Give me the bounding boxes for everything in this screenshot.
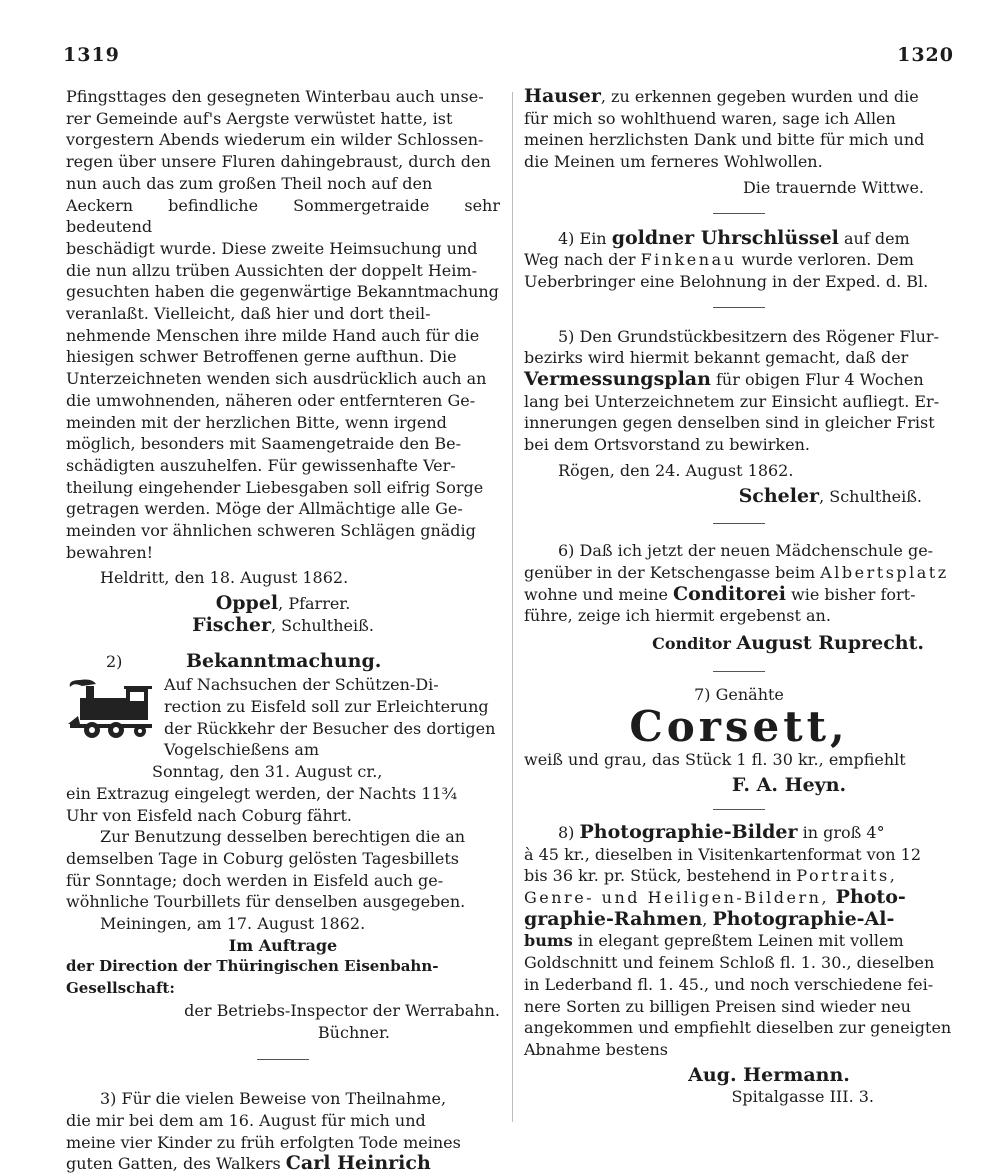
- notice-2-inspector: der Betriebs-Inspector der Werrabahn.: [184, 1000, 500, 1020]
- notice-1-body: [66, 86, 500, 563]
- separator-rule: [713, 213, 765, 214]
- text-line: meinden mit der herzlichen Bitte, wenn irgend: [66, 412, 447, 432]
- notice-2-intro: [66, 674, 500, 761]
- text-line: beschädigt wurde. Diese zweite Heimsuchung und: [66, 238, 478, 258]
- text-line: à 45 kr., dieselben in Visitenkartenformat von 12: [524, 844, 922, 864]
- signature-name: Scheler: [738, 484, 820, 507]
- locomotive-icon: [66, 678, 154, 740]
- notice-2-auftrag: Im Auftrage: [228, 935, 338, 955]
- text-line: nehmende Menschen ihre milde Hand auch für die: [66, 325, 480, 345]
- notice-2-direction: der Direction der Thüringischen Eisenbahn-Gesellschaft:: [66, 957, 439, 998]
- notice-8-address: Spitalgasse III. 3.: [731, 1087, 874, 1107]
- column-divider: [512, 92, 513, 1122]
- page-number-right: 1320: [897, 44, 954, 66]
- notice-number: 2): [106, 651, 123, 671]
- text-line: Hauser, zu erkennen gegeben wurden und die: [524, 85, 919, 107]
- text-line: Pfingsttages den gesegneten Winterbau auch unse-: [66, 87, 484, 106]
- text-line: für mich so wohlthuend waren, sage ich Allen: [524, 108, 896, 128]
- text-line: Aeckern befindliche Sommergetraide sehr bedeutend: [66, 195, 500, 237]
- place-name: Finkenau: [640, 250, 737, 270]
- text-line: für Sonntage; doch werden in Eisfeld auch ge-: [66, 870, 444, 890]
- text-line: führe, zeige ich hiermit ergebenst an.: [524, 606, 831, 626]
- text-line: der Rückkehr der Besucher des dortigen: [164, 718, 496, 738]
- text-line: die umwohnenden, näheren oder entfernteren Ge-: [66, 390, 476, 410]
- notice-5-signature: Scheler, Schultheiß.: [738, 484, 922, 507]
- notice-2-billets: [66, 826, 500, 913]
- text-line: rection zu Eisfeld soll zur Erleichterung: [164, 696, 489, 716]
- notice-1-signature-mayor: [66, 615, 500, 637]
- text-line: 4) Ein goldner Uhrschlüssel auf dem: [558, 226, 910, 249]
- signature-name: August Ruprecht.: [736, 632, 924, 655]
- text-line: guten Gatten, des Walkers Carl Heinrich: [66, 1152, 431, 1175]
- notice-7-signature: F. A. Heyn.: [731, 774, 847, 797]
- text-line: theilung eingehender Liebesgaben soll eifrig Sorge: [66, 477, 484, 497]
- text-line: wohne und meine Conditorei wie bisher fort-: [524, 582, 916, 605]
- separator-rule: [713, 809, 765, 810]
- text-line: genüber in der Ketschengasse beim Albertsplatz: [524, 562, 949, 582]
- text-line: bezirks wird hiermit bekannt gemacht, daß der: [524, 348, 909, 368]
- notice-8-signature: Aug. Hermann.: [688, 1063, 850, 1086]
- survey-plan: Vermessungsplan: [524, 368, 711, 391]
- signature-title: , Pfarrer.: [278, 594, 351, 614]
- left-column: [66, 86, 500, 1175]
- page-number-left: 1319: [63, 44, 120, 66]
- text-line: veranlaßt. Vielleicht, daß hier und dort theil-: [66, 304, 431, 324]
- text-line: 6) Daß ich jetzt der neuen Mädchenschule ge-: [558, 541, 934, 561]
- text-line: regen über unsere Fluren dahingebraust, durch den: [66, 152, 491, 172]
- text-line: hiesigen schwer Betroffenen gerne aufthun. Die: [66, 347, 457, 367]
- text-line: Goldschnitt und feinem Schloß fl. 1. 30., dieselben: [524, 953, 935, 973]
- text-line: lang bei Unterzeichnetem zur Einsicht aufliegt. Er-: [524, 391, 940, 411]
- text-line: 5) Den Grundstückbesitzern des Rögener Flur-: [558, 326, 939, 346]
- text-line: schädigten auszuhelfen. Für gewissenhafte Ver-: [66, 455, 456, 475]
- notice-7-product: Corsett,: [629, 702, 849, 752]
- text-line: bums in elegant gepreßtem Leinen mit vollem: [524, 931, 904, 951]
- text-line: demselben Tage in Coburg gelösten Tagesbillets: [66, 848, 460, 868]
- text-line: getragen werden. Möge der Allmächtige alle Ge-: [66, 499, 463, 519]
- text-line: meine vier Kinder zu früh erfolgten Tode meines: [66, 1132, 461, 1152]
- notice-4-body: [524, 228, 954, 293]
- lost-item: goldner Uhrschlüssel: [611, 226, 839, 249]
- notice-2-date: Sonntag, den 31. August cr.,: [152, 762, 383, 782]
- signature-name: Fischer: [192, 613, 271, 636]
- text-line: Zur Benutzung desselben berechtigen die an: [100, 827, 466, 847]
- text-line: rer Gemeinde auf's Aergste verwüstet hatte, ist: [66, 108, 453, 128]
- text-line: möglich, besonders mit Saamengetraide den Be-: [66, 434, 461, 454]
- right-column: [524, 86, 954, 1108]
- notice-5-body: [524, 326, 954, 456]
- notice-6-body: [524, 540, 954, 627]
- text-line: Auf Nachsuchen der Schützen-Di-: [164, 675, 439, 695]
- text-line: die mir bei dem am 16. August für mich und: [66, 1110, 426, 1130]
- text-line: nun auch das zum großen Theil noch auf den: [66, 173, 433, 193]
- notice-3-signature: Die trauernde Wittwe.: [742, 177, 924, 197]
- text-line: Genre- und Heiligen-Bildern, Photo-: [524, 885, 906, 908]
- notice-2-place-date: Meiningen, am 17. August 1862.: [100, 914, 366, 934]
- text-line: nere Sorten zu billigen Preisen sind wieder neu: [524, 996, 911, 1016]
- text-line: Weg nach der Finkenau wurde verloren. Dem: [524, 250, 914, 270]
- text-line: graphie-Rahmen, Photographie-Al-: [524, 907, 895, 930]
- text-line: 8) Photographie-Bilder in groß 4°: [558, 820, 885, 843]
- separator-rule: [257, 1059, 309, 1060]
- text-line: bis 36 kr. pr. Stück, bestehend in Portraits,: [524, 866, 898, 886]
- text-line: Vogelschießens am: [164, 740, 320, 760]
- notice-1-signature-pastor: [66, 593, 500, 615]
- notice-2-heading-row: [106, 651, 500, 673]
- text-line: bei dem Ortsvorstand zu bewirken.: [524, 435, 810, 455]
- separator-rule: [713, 307, 765, 308]
- text-line: meinen herzlichsten Dank und bitte für mich und: [524, 130, 925, 150]
- text-line: gesuchten haben die gegenwärtige Bekanntmachung: [66, 282, 499, 302]
- text-line: bewahren!: [66, 542, 154, 562]
- text-line: meinden vor ähnlichen schweren Schlägen gnädig: [66, 521, 476, 541]
- deceased-name: Carl Heinrich: [285, 1152, 431, 1175]
- notice-2-heading: Bekanntmachung.: [186, 649, 382, 672]
- text-line: wöhnliche Tourbillets für denselben ausgegeben.: [66, 892, 466, 912]
- separator-rule: [713, 523, 765, 524]
- notice-6-signature: Conditor August Ruprecht.: [652, 632, 924, 655]
- notice-7-intro: 7) Genähte: [694, 684, 784, 704]
- text-line: in Lederband fl. 1. 45., und noch verschiedene fei-: [524, 974, 934, 994]
- signature-title: , Schultheiß.: [270, 615, 374, 635]
- notice-3-continued: [524, 86, 954, 173]
- text-line: ein Extrazug eingelegt werden, der Nachts 11¾: [66, 783, 458, 803]
- text-line: Abnahme bestens: [524, 1039, 669, 1059]
- text-line: vorgestern Abends wiederum ein wilder Schlossen-: [66, 130, 484, 150]
- notice-7-price: weiß und grau, das Stück 1 fl. 30 kr., empfiehlt: [524, 750, 906, 770]
- text-line: Unterzeichneten wenden sich ausdrücklich auch an: [66, 369, 487, 389]
- notice-2-signature: Büchner.: [317, 1022, 390, 1042]
- text-line: angekommen und empfiehlt dieselben zur geneigten: [524, 1018, 952, 1038]
- text-line: Ueberbringer eine Belohnung in der Exped. d. Bl.: [524, 271, 929, 291]
- deceased-surname: Hauser: [524, 85, 601, 107]
- signature-name: Oppel: [215, 592, 279, 615]
- text-line: Uhr von Eisfeld nach Coburg fährt.: [66, 805, 352, 825]
- text-line: die nun allzu trüben Aussichten der doppelt Heim-: [66, 260, 477, 280]
- text-line: die Meinen um ferneres Wohlwollen.: [524, 152, 823, 172]
- notice-8-body: [524, 822, 954, 1061]
- text-line: Vermessungsplan für obigen Flur 4 Wochen: [524, 368, 924, 391]
- business-name: Conditorei: [673, 582, 786, 605]
- text-line: innerungen gegen denselben sind in gleicher Frist: [524, 413, 935, 433]
- product-photographs: Photographie-Bilder: [579, 820, 798, 843]
- text-line: 3) Für die vielen Beweise von Theilnahme,: [100, 1089, 447, 1109]
- notice-3-body: [66, 1088, 500, 1175]
- notice-1-place-date: Heldritt, den 18. August 1862.: [100, 568, 349, 588]
- place-name: Albertsplatz: [820, 562, 949, 582]
- notice-5-place-date: Rögen, den 24. August 1862.: [558, 460, 794, 480]
- separator-rule: [713, 671, 765, 672]
